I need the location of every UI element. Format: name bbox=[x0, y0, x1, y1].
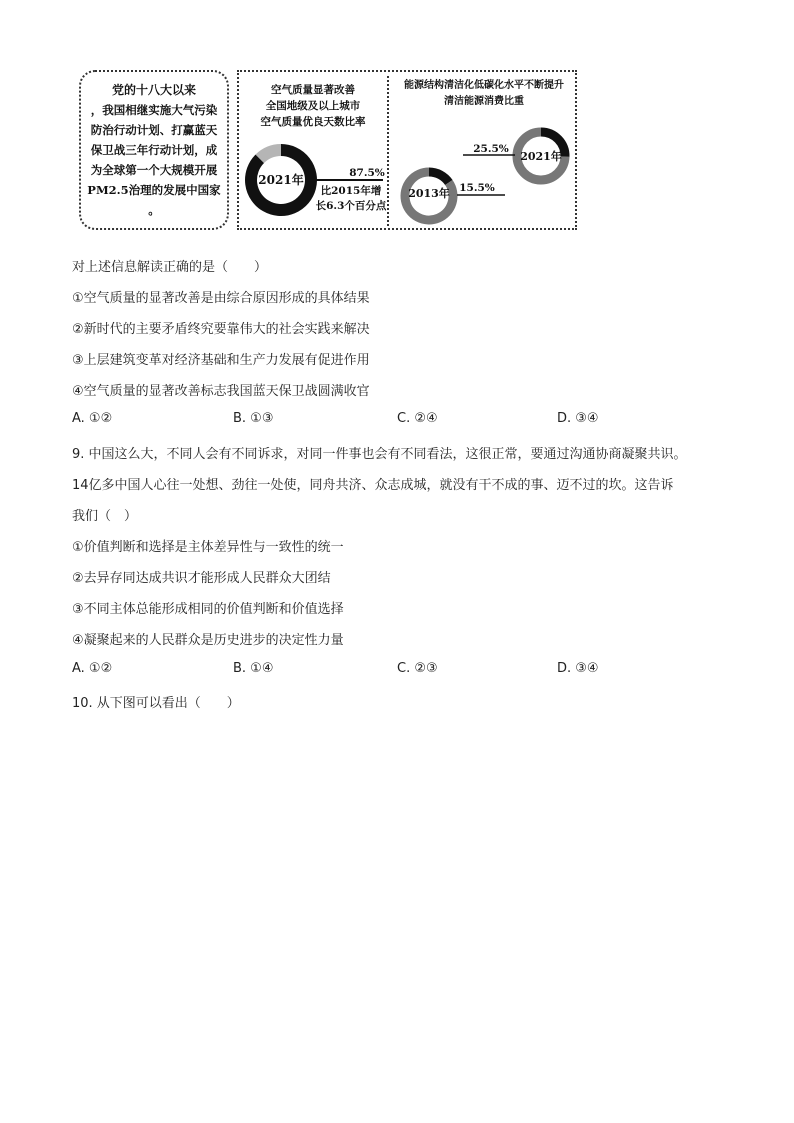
stats-box bbox=[237, 70, 577, 230]
ring-2013-value-arc bbox=[429, 172, 449, 183]
air-note-line: 比2015年增 bbox=[320, 185, 382, 197]
q8-option-b[interactable]: B. ①③ bbox=[233, 411, 274, 426]
energy-panel-subtitle: 清洁能源消费比重 bbox=[444, 96, 524, 107]
air-ring-label: 2021年 bbox=[258, 173, 304, 187]
q9-statement: ④凝聚起来的人民群众是历史进步的决定性力量 bbox=[72, 633, 344, 648]
q9-statement: ③不同主体总能形成相同的价值判断和价值选择 bbox=[72, 602, 344, 617]
ring-2021-value: 25.5% bbox=[473, 143, 509, 155]
policy-line: PM2.5治理的发展中国家 bbox=[87, 183, 221, 197]
q8-statement: ①空气质量的显著改善是由综合原因形成的具体结果 bbox=[72, 291, 370, 306]
air-note-line: 长6.3个百分点 bbox=[315, 200, 387, 212]
policy-title: 党的十八大以来 bbox=[111, 83, 196, 97]
q9-statement: ②去异存同达成共识才能形成人民群众大团结 bbox=[72, 571, 331, 586]
q9-option-c[interactable]: C. ②③ bbox=[397, 661, 438, 676]
q8-statement: ④空气质量的显著改善标志我国蓝天保卫战圆满收官 bbox=[72, 384, 370, 399]
air-value-label: 87.5% bbox=[349, 167, 385, 179]
energy-panel-title-block bbox=[389, 78, 579, 110]
policy-line: 为全球第一个大规模开展 bbox=[90, 163, 218, 177]
info-figure bbox=[79, 70, 579, 232]
energy-panel-title: 能源结构清洁化低碳化水平不断提升 bbox=[404, 80, 564, 91]
q8-option-a[interactable]: A. ①② bbox=[72, 411, 113, 426]
q8-statement: ③上层建筑变革对经济基础和生产力发展有促进作用 bbox=[72, 353, 370, 368]
q9-stem-line: 我们（ ） bbox=[72, 509, 138, 524]
q9-option-b[interactable]: B. ①④ bbox=[233, 661, 274, 676]
policy-line: 。 bbox=[148, 203, 160, 217]
policy-line: 防治行动计划、打赢蓝天 bbox=[90, 123, 218, 137]
q8-option-c[interactable]: C. ②④ bbox=[397, 411, 438, 426]
ring-2013-label: 2013年 bbox=[408, 187, 450, 200]
q8-option-d[interactable]: D. ③④ bbox=[557, 411, 599, 426]
ring-2021-label: 2021年 bbox=[520, 150, 562, 163]
air-panel-title: 空气质量显著改善 bbox=[271, 84, 355, 96]
q9-statement: ①价值判断和选择是主体差异性与一致性的统一 bbox=[72, 540, 344, 555]
q9-stem-line: 9. 中国这么大，不同人会有不同诉求，对同一件事也会有不同看法，这很正常，要通过沟通协商凝聚共识。 bbox=[72, 447, 687, 462]
air-ring-rest-arc bbox=[260, 150, 281, 159]
air-panel-subtitle: 全国地级及以上城市 bbox=[265, 100, 361, 112]
q9-option-a[interactable]: A. ①② bbox=[72, 661, 113, 676]
q10-stem: 10. 从下图可以看出（ ） bbox=[72, 696, 240, 711]
q9-option-d[interactable]: D. ③④ bbox=[557, 661, 599, 676]
air-panel-subtitle: 空气质量优良天数比率 bbox=[260, 116, 366, 128]
q8-stem: 对上述信息解读正确的是（ ） bbox=[72, 260, 268, 275]
policy-line: 保卫战三年行动计划，成 bbox=[90, 143, 218, 157]
ring-2013-value: 15.5% bbox=[459, 182, 495, 194]
policy-text-box bbox=[79, 70, 229, 230]
q8-statement: ②新时代的主要矛盾终究要靠伟大的社会实践来解决 bbox=[72, 322, 370, 337]
q9-stem-line: 14亿多中国人心往一处想、劲往一处使，同舟共济、众志成城，就没有干不成的事、迈不过的坎。这告诉 bbox=[72, 478, 674, 493]
policy-line: ，我国相继实施大气污染 bbox=[90, 103, 218, 117]
